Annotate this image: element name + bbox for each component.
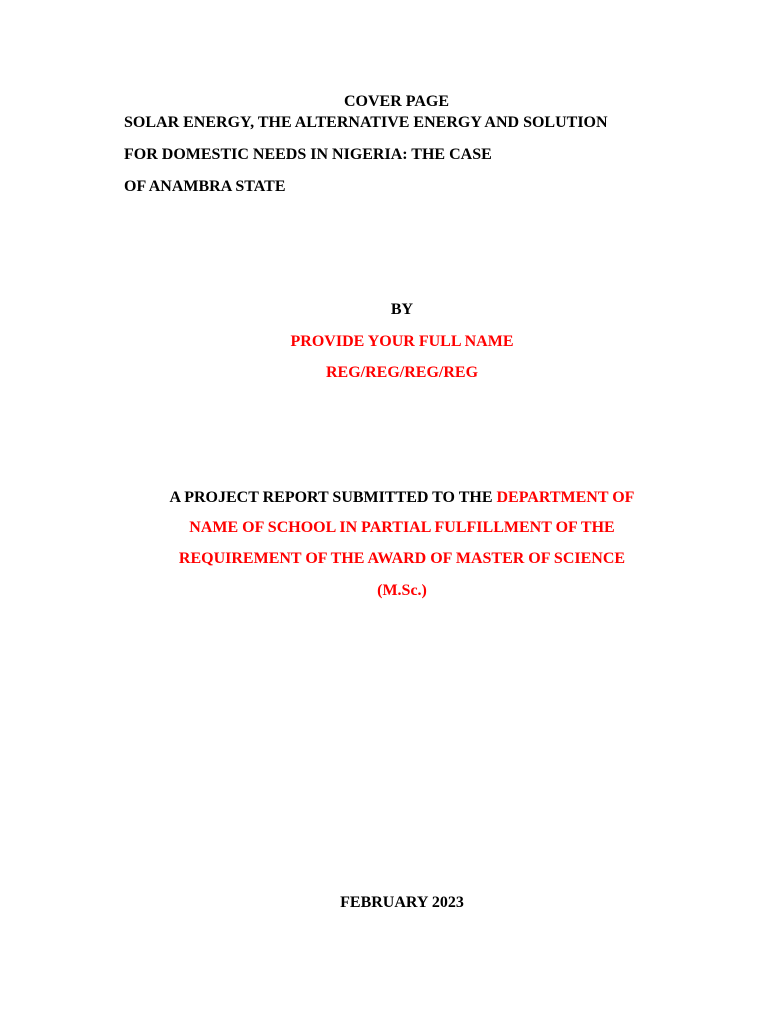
statement-line-1-text: A PROJECT REPORT SUBMITTED TO THE xyxy=(169,489,497,506)
statement-line-3: REQUIREMENT OF THE AWARD OF MASTER OF SCIENCE xyxy=(178,550,626,567)
title-line-3: OF ANAMBRA STATE xyxy=(124,178,286,195)
by-label: BY xyxy=(390,301,414,318)
statement-line-1 xyxy=(18,488,768,508)
submission-date: FEBRUARY 2023 xyxy=(340,894,464,911)
statement-line-4: (M.Sc.) xyxy=(377,582,427,599)
registration-number-placeholder: REG/REG/REG/REG xyxy=(325,364,479,381)
cover-page-heading: COVER PAGE xyxy=(344,93,450,110)
author-name-placeholder: PROVIDE YOUR FULL NAME xyxy=(290,333,514,350)
department-placeholder: DEPARTMENT OF xyxy=(496,489,635,506)
statement-line-2: NAME OF SCHOOL IN PARTIAL FULFILLMENT OF THE xyxy=(189,519,615,536)
title-line-1: SOLAR ENERGY, THE ALTERNATIVE ENERGY AND SOLUTION xyxy=(124,114,608,131)
title-line-2: FOR DOMESTIC NEEDS IN NIGERIA: THE CASE xyxy=(124,146,492,163)
